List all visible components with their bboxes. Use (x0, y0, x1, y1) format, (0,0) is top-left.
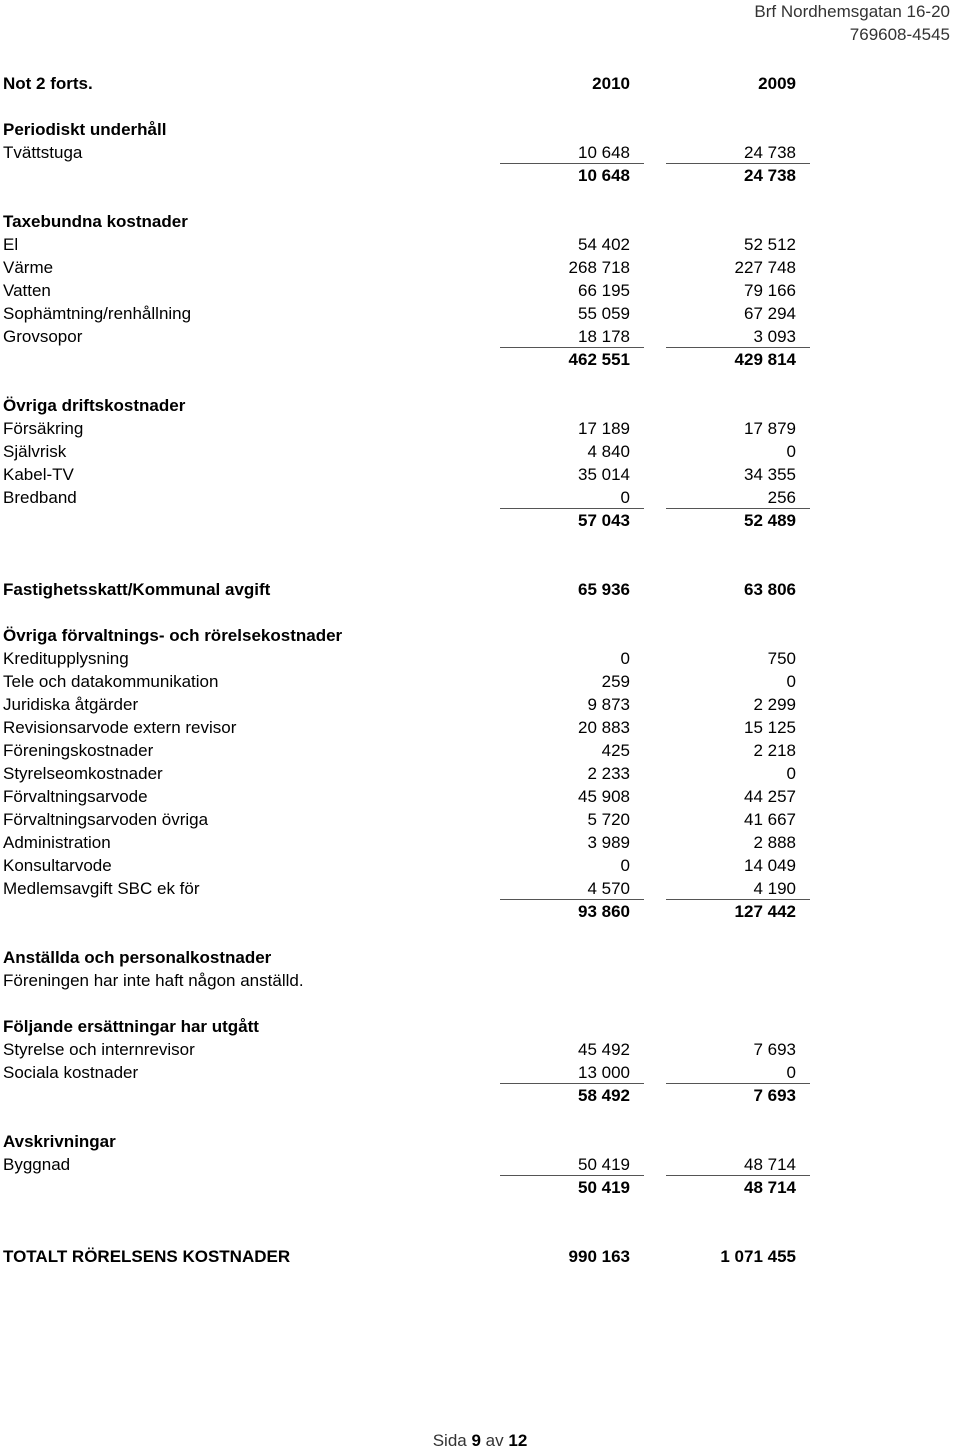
value-2010: 2 233 (587, 764, 630, 783)
value-2009: 0 (786, 764, 796, 783)
value-2009: 15 125 (744, 718, 796, 737)
value-2009: 34 355 (744, 465, 796, 484)
note-table (3, 72, 803, 1268)
table-row (3, 141, 803, 164)
row-label: Byggnad (3, 1155, 71, 1174)
value-2010: 3 989 (587, 833, 630, 852)
table-row (3, 463, 803, 486)
value-2009: 0 (786, 672, 796, 691)
value-2010: 259 (601, 672, 630, 691)
subtotal-row (3, 164, 803, 187)
note-header-row (3, 72, 803, 95)
row-label: Revisionsarvode extern revisor (3, 718, 237, 737)
subtotal-2010: 93 860 (578, 902, 630, 921)
org-number: 769608-4545 (849, 25, 950, 44)
value-2010: 0 (620, 488, 630, 507)
current-page: 9 (471, 1431, 481, 1450)
table-row (3, 785, 803, 808)
section-heading: Övriga förvaltnings- och rörelsekostnader (3, 626, 343, 645)
subtotal-row (3, 348, 803, 371)
table-row (3, 256, 803, 279)
section-title (3, 210, 803, 233)
table-row (3, 440, 803, 463)
value-2009: 0 (786, 442, 796, 461)
year-2009-header: 2009 (758, 74, 796, 93)
subtotal-2009: 52 489 (744, 511, 796, 530)
table-row (3, 693, 803, 716)
row-label: Förvaltningsarvoden övriga (3, 810, 209, 829)
employees-statement: Föreningen har inte haft någon anställd. (3, 971, 304, 990)
value-2010: 4 570 (587, 879, 630, 898)
row-label: Styrelseomkostnader (3, 764, 163, 783)
value-2009: 256 (767, 488, 796, 507)
value-2010: 9 873 (587, 695, 630, 714)
value-2009: 750 (767, 649, 796, 668)
value-2010: 66 195 (578, 281, 630, 300)
section-heading: Övriga driftskostnader (3, 396, 186, 415)
table-row (3, 739, 803, 762)
row-label: Sociala kostnader (3, 1063, 139, 1082)
section-heading: Avskrivningar (3, 1132, 116, 1151)
value-2009: 44 257 (744, 787, 796, 806)
row-label: Värme (3, 258, 54, 277)
section-heading: Periodiskt underhåll (3, 120, 167, 139)
subtotal-2009: 24 738 (744, 166, 796, 185)
subtotal-2010: 462 551 (568, 350, 630, 369)
value-2009: 0 (786, 1063, 796, 1082)
row-label: Tvättstuga (3, 143, 83, 162)
subtotal-row (3, 1176, 803, 1199)
value-2010: 55 059 (578, 304, 630, 323)
table-row (3, 854, 803, 877)
value-2009: 3 093 (753, 327, 796, 346)
value-2010: 17 189 (578, 419, 630, 438)
table-row (3, 486, 803, 509)
table-row (3, 302, 803, 325)
page-prefix: Sida (432, 1431, 467, 1450)
row-label: El (3, 235, 19, 254)
section-title (3, 624, 803, 647)
table-row (3, 670, 803, 693)
association-name: Brf Nordhemsgatan 16-20 (754, 2, 950, 21)
grand-total-row (3, 1245, 803, 1268)
table-row (3, 1153, 803, 1176)
table-row (3, 279, 803, 302)
value-2010: 45 908 (578, 787, 630, 806)
section-title (3, 946, 803, 969)
subtotal-2009: 48 714 (744, 1178, 796, 1197)
subtotal-2010: 10 648 (578, 166, 630, 185)
value-2009: 41 667 (744, 810, 796, 829)
table-row (3, 325, 803, 348)
row-label: Juridiska åtgärder (3, 695, 139, 714)
subtotal-row (3, 509, 803, 532)
section-title (3, 118, 803, 141)
row-label: Kreditupplysning (3, 649, 129, 668)
row-label: Kabel-TV (3, 465, 74, 484)
value-2010: 425 (601, 741, 630, 760)
section-title (3, 1015, 803, 1038)
table-row (3, 1038, 803, 1061)
row-label: Sophämtning/renhållning (3, 304, 192, 323)
value-2010: 18 178 (578, 327, 630, 346)
section-heading: Anställda och personalkostnader (3, 948, 272, 967)
total-pages: 12 (508, 1431, 528, 1450)
row-label: Förvaltningsarvode (3, 787, 148, 806)
value-2009: 67 294 (744, 304, 796, 323)
value-2009: 14 049 (744, 856, 796, 875)
value-2010: 35 014 (578, 465, 630, 484)
subtotal-2010: 57 043 (578, 511, 630, 530)
row-label: Fastighetsskatt/Kommunal avgift (3, 580, 271, 599)
subtotal-row (3, 1084, 803, 1107)
section-title (3, 394, 803, 417)
text-row (3, 969, 803, 992)
value-2010: 0 (620, 649, 630, 668)
value-2010: 0 (620, 856, 630, 875)
row-label: TOTALT RÖRELSENS KOSTNADER (3, 1247, 291, 1266)
section-heading: Taxebundna kostnader (3, 212, 188, 231)
note-title: Not 2 forts. (3, 74, 93, 93)
value-2010: 13 000 (578, 1063, 630, 1082)
table-row (3, 831, 803, 854)
page-header (754, 0, 950, 46)
value-2009: 2 888 (753, 833, 796, 852)
total-2010: 990 163 (568, 1247, 630, 1266)
row-label: Självrisk (3, 442, 67, 461)
row-label: Vatten (3, 281, 51, 300)
page-footer (0, 1431, 960, 1451)
value-2010: 4 840 (587, 442, 630, 461)
table-row (3, 716, 803, 739)
row-label: Grovsopor (3, 327, 83, 346)
row-label: Tele och datakommunikation (3, 672, 219, 691)
table-row (3, 808, 803, 831)
table-row (3, 233, 803, 256)
value-2010: 45 492 (578, 1040, 630, 1059)
table-row (3, 762, 803, 785)
subtotal-2009: 429 814 (734, 350, 796, 369)
row-label: Föreningskostnader (3, 741, 154, 760)
subtotal-2010: 58 492 (578, 1086, 630, 1105)
row-label: Konsultarvode (3, 856, 112, 875)
row-label: Styrelse och internrevisor (3, 1040, 195, 1059)
subtotal-2010: 50 419 (578, 1178, 630, 1197)
value-2009: 227 748 (734, 258, 796, 277)
value-2009: 48 714 (744, 1155, 796, 1174)
subtotal-2009: 7 693 (753, 1086, 796, 1105)
value-2010: 10 648 (578, 143, 630, 162)
row-label: Medlemsavgift SBC ek för (3, 879, 200, 898)
table-row (3, 417, 803, 440)
value-2010: 5 720 (587, 810, 630, 829)
value-2009: 79 166 (744, 281, 796, 300)
row-label: Administration (3, 833, 111, 852)
value-2009: 52 512 (744, 235, 796, 254)
property-tax-row (3, 578, 803, 601)
value-2009: 63 806 (744, 580, 796, 599)
value-2010: 65 936 (578, 580, 630, 599)
year-2010-header: 2010 (592, 74, 630, 93)
section-title (3, 1130, 803, 1153)
section-heading: Följande ersättningar har utgått (3, 1017, 259, 1036)
value-2010: 50 419 (578, 1155, 630, 1174)
total-2009: 1 071 455 (720, 1247, 796, 1266)
row-label: Bredband (3, 488, 77, 507)
value-2009: 2 218 (753, 741, 796, 760)
subtotal-2009: 127 442 (734, 902, 796, 921)
value-2009: 17 879 (744, 419, 796, 438)
value-2010: 20 883 (578, 718, 630, 737)
row-label: Försäkring (3, 419, 84, 438)
value-2009: 2 299 (753, 695, 796, 714)
value-2010: 268 718 (568, 258, 630, 277)
value-2009: 4 190 (753, 879, 796, 898)
value-2010: 54 402 (578, 235, 630, 254)
page-of: av (485, 1431, 504, 1450)
table-row (3, 647, 803, 670)
value-2009: 24 738 (744, 143, 796, 162)
value-2009: 7 693 (753, 1040, 796, 1059)
table-row (3, 877, 803, 900)
table-row (3, 1061, 803, 1084)
subtotal-row (3, 900, 803, 923)
